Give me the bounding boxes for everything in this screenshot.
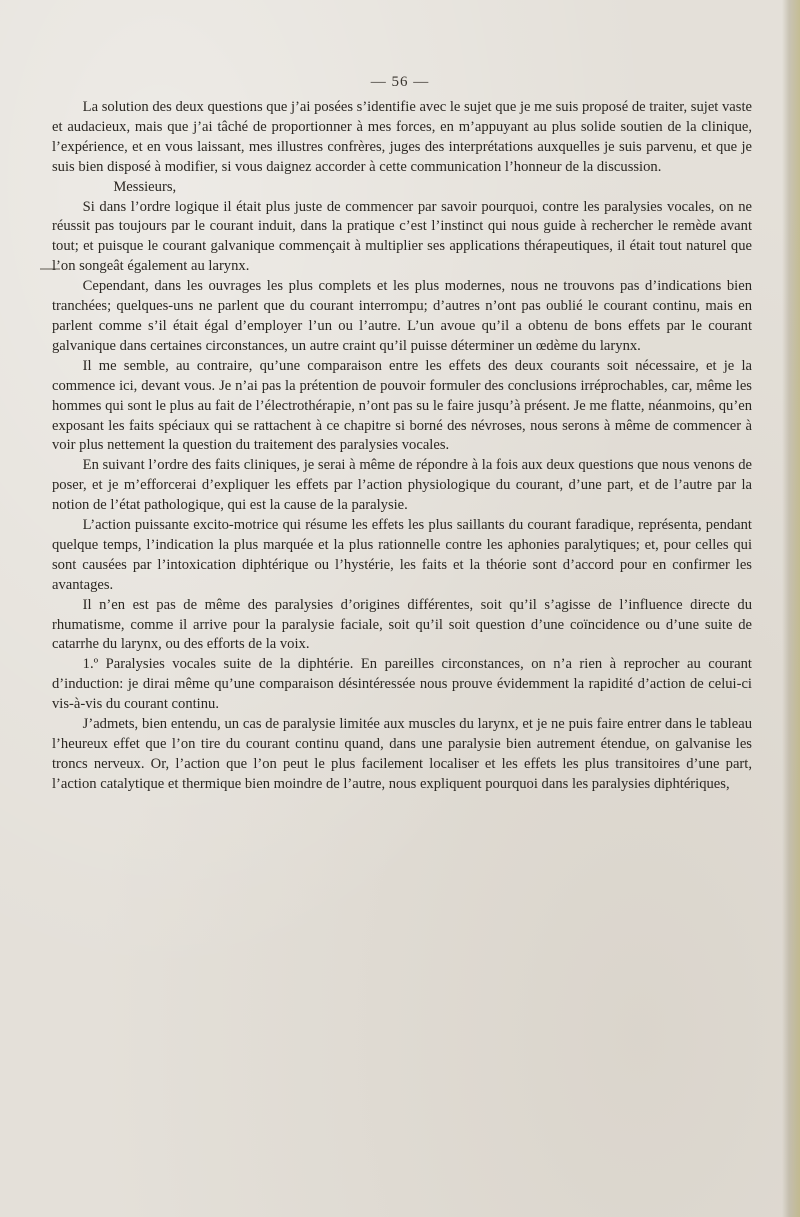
- salutation: Messieurs,: [113, 178, 177, 195]
- paragraph-4: Il me semble, au contraire, qu’une comparaison entre les effets des deux courants soit nécessaire, et je la commence ici, devant vous. Je n’ai pas la prétention de pouvoir formuler des conclusions irréprochables, car, même les hommes qui sont le plus au fait de l’électrothérapie, n’ont pas su le faire jusqu’à présent. Je me flatte, néanmoins, qu’en exposant les faits spéciaux qui se rattachent à ce chapitre si borné des névroses, nous serons à même de commencer à voir plus nettement la question du traitement des paralysies vocales.: [52, 357, 752, 454]
- paragraph-1: La solution des deux questions que j’ai posées s’identifie avec le sujet que je me suis proposé de traiter, sujet vaste et audacieux, mais que j’ai tâché de proportionner à mes forces, en m’appuyant au plus solide soutien de la clinique, l’expérience, et en vous laissant, mes illustres confrères, juges des interprétations auxquelles je suis parvenu, et que je suis bien disposé à modifier, si vous daignez accorder à cette communication l’honneur de la discussion.: [52, 99, 752, 175]
- paragraph-7: Il n’en est pas de même des paralysies d’origines différentes, soit qu’il s’agisse de l’influence directe du rhumatisme, comme il arrive pour la paralysie faciale, soit qu’il soit question d’une coïncidence ou d’une suite de catarrhe du larynx, ou des efforts de la voix.: [52, 596, 752, 653]
- page-number: — 56 —: [370, 74, 430, 90]
- paragraph-9: J’admets, bien entendu, un cas de paralysie limitée aux muscles du larynx, et je ne puis faire entrer dans le tableau l’heureux effet que l’on tire du courant continu quand, dans une paralysie bien autrement étendue, on galvanise les troncs nerveux. Or, l’action que l’on peut le plus facilement localiser et les effets les plus transitoires d’une part, l’action catalytique et thermique bien moindre de l’autre, nous expliquent pourquoi dans les paralysies diphtériques,: [52, 716, 752, 792]
- paragraph-3: Cependant, dans les ouvrages les plus complets et les plus modernes, nous ne trouvons pas d’indications bien tranchées; quelques-uns ne parlent que du courant interrompu; d’autres n’ont pas oublié le courant continu, mais en parlent comme s’il était égal d’employer l’un ou l’autre. L’un avoue qu’il a obtenu de bons effets par le courant galvanique dans certaines circonstances, un autre craint qu’il puisse déterminer un œdème du larynx.: [52, 278, 752, 354]
- paragraph-2: Si dans l’ordre logique il était plus juste de commencer par savoir pourquoi, contre les paralysies vocales, on ne réussit pas toujours par le courant induit, dans la pratique c’est l’instinct qui nous guide à rechercher le remède avant tout; et puisque le courant galvanique commençait à multiplier ses applications thérapeutiques, il était tout naturel que l’on songeât également au larynx.: [52, 198, 752, 275]
- body-text: [52, 98, 752, 795]
- paragraph-8: 1.º Paralysies vocales suite de la diphtérie. En pareilles circonstances, on n’a rien à reprocher au courant d’induction: je dirai même qu’une comparaison désintéressée nous prouve évidemment la rapidité d’action de celui-ci vis-à-vis du courant continu.: [52, 656, 752, 713]
- paragraph-5: En suivant l’ordre des faits cliniques, je serai à même de répondre à la fois aux deux questions que nous venons de poser, et je m’efforcerai d’expliquer les effets par l’action physiologique du courant, d’une part, et de l’autre par la notion de l’état pathologique, qui est la cause de la paralysie.: [52, 457, 752, 514]
- page-edge-shadow: [782, 0, 800, 1217]
- paragraph-6: L’action puissante excito-motrice qui résume les effets les plus saillants du courant faradique, représenta, pendant quelque temps, l’indication la plus marquée et la plus rationnelle contre les aphonies paralytiques; et, pour celles qui sont causées par l’intoxication diphtérique ou l’hystérie, les faits et la théorie sont d’accord pour en confirmer les avantages.: [52, 517, 752, 593]
